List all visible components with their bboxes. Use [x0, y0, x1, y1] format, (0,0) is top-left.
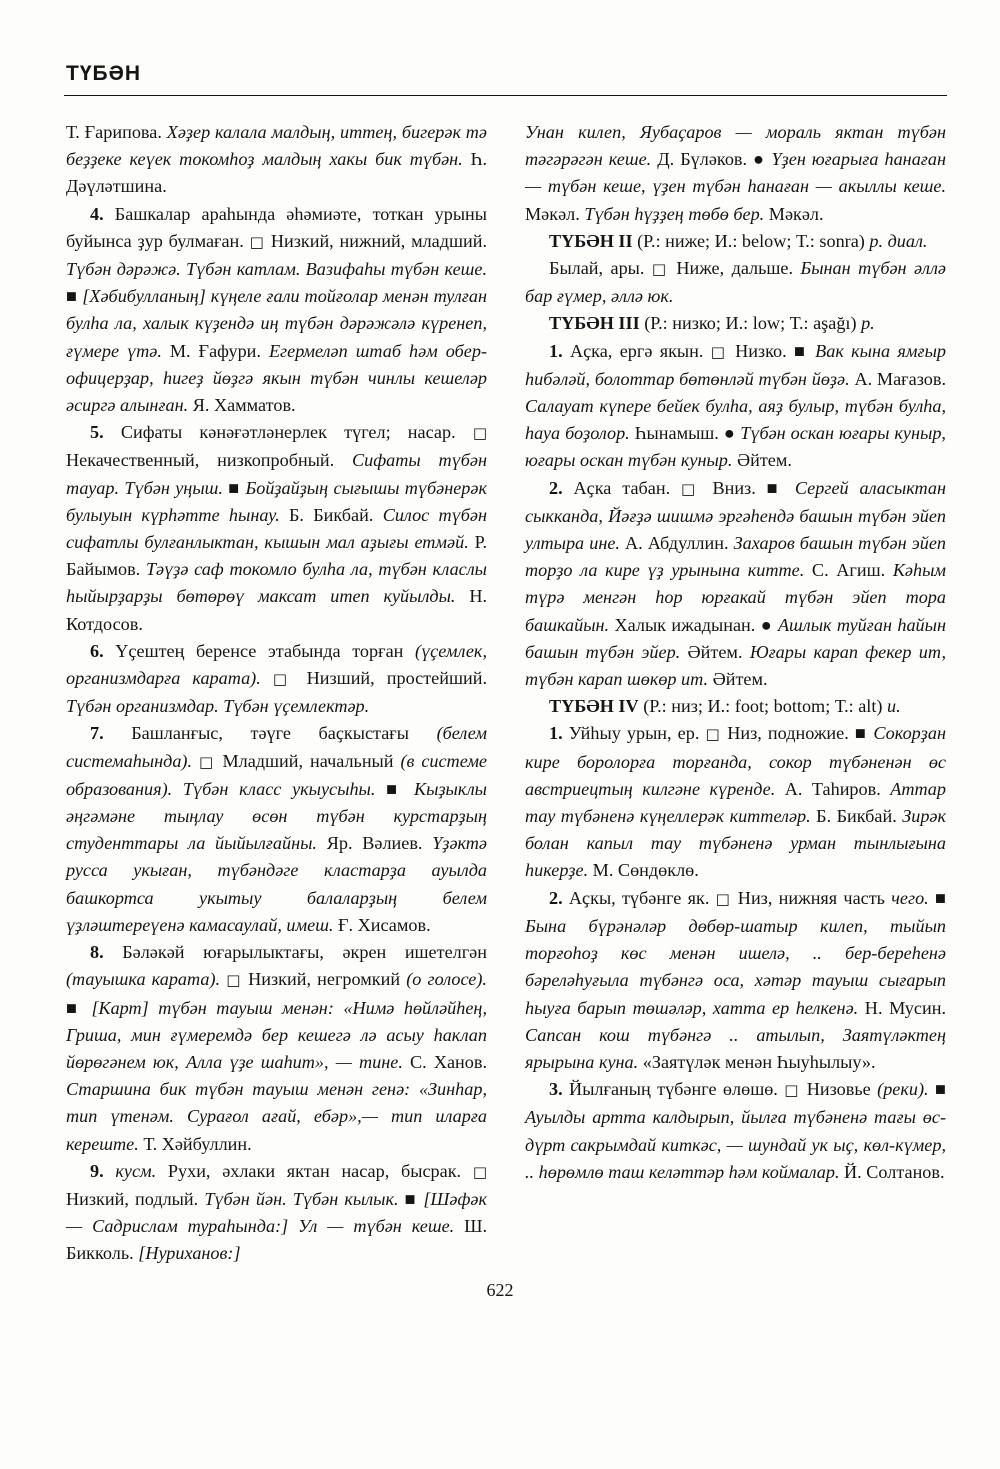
dictionary-paragraph: 5. Сифаты кәнәғәтләнерлек түгел; насар. □ Некачественный, низкопробный. Сифаты түбән тауар. Түбән уңыш. ■ Бойҙайҙың сығышы түбәнерәк булыуын күрһәтте һынау. Б. Бикбай. Силос түбән сифатлы булғанлыктан, кышын мал аҙығы етмәй. Р. Байымов. Тәүҙә саф токомло булһа ла, түбән класлы һыйырҙарҙы бөтөрөү максат итеп куйылды. Н. Котдосов. [66, 422, 488, 634]
dictionary-paragraph: 4. Башкалар араһында әһәмиәте, тоткан урыны буйынса ҙур булмаған. □ Низкий, нижний, младший. Түбән дәрәжә. Түбән катлам. Вазифаһы түбән кеше. ■ [Хәбибулланың] күңеле ғали тойғолар менән тулған булһа ла, халык күҙендә иң түбән дәрәжәлә күренеп, ғүмере үтә. М. Ғафури. Егермеләп штаб һәм обер-офицерҙар, һигеҙ йөҙгә якын түбән чинлы кешеләр әсиргә алынған. Я. Хамматов. [66, 203, 487, 416]
dictionary-paragraph: Т. Ғарипова. Хәҙер калала малдың, иттең, бигерәк тә беҙҙеке кеүек токомһоҙ малдың хакы бик түбән. Һ. Дәүләтшина. [66, 122, 488, 197]
left-column [66, 119, 487, 1268]
dictionary-paragraph: Унан килеп, Яубаҫаров — мораль яктан түбән тәгәрәгән кеше. Д. Бүләков. ● Үҙен юғарыға һанаған — түбән кеше, үҙен түбән һанаған — акыллы кеше. Мәкәл. Түбән һүҙҙең төбө бер. Мәкәл. [525, 122, 946, 224]
dictionary-paragraph: 2. Аҫкы, түбәнге як. □ Низ, нижняя часть чего. ■ Бына бүрәнәләр дөбөр-шатыр килеп, тыйып торғоһоҙ көс менән ишелә, .. бер-береһенә бәреләһуғыла түбәнгә оса, хәтәр тауыш сығарып һыуға барып төшәләр, хатта ер һелкенә. Н. Мусин. Сапсан кош түбәнгә .. атылып, Заятүләктең ярырына куна. «Заятүләк менән Һыуһылыу». [525, 887, 946, 1072]
dictionary-paragraph: 2. Аҫка табан. □ Вниз. ■ Сергей аласыктан сыкканда, Йәғҙә шишмә эргәһендә башын түбән эйеп ултыра ине. А. Абдуллин. Захаров башын түбән эйеп торҙо ла кире үҙ урынына китте. С. Агиш. Кәһым түрә менгән һор юрғакай түбән эйеп тора башкайын. Халык ижадынан. ● Ашлык туйған һайын башын түбән эйер. Әйтем. Юғары карап фекер ит, түбән карап шөкөр ит. Әйтем. [525, 477, 947, 690]
dictionary-paragraph: 8. Бәләкәй юғарылыктағы, әкрен ишетелгән (тауышка карата). □ Низкий, негромкий (о голосе). ■ [Карт] түбән тауыш менән: «Нимә һөйләйһең, Гриша, мин ғүмеремдә бер кешегә лә асыу һаклап йөрөгәнем юк, Алла үҙе шаһит», — тине. С. Ханов. Старшина бик түбән тауыш менән генә: «Зинһар, тип үтенәм. Сурағол ағай, ебәр»,— тип иларға кереште. Т. Хәйбуллин. [66, 942, 487, 1154]
dictionary-paragraph: Былай, ары. □ Ниже, дальше. Бынан түбән әллә бар ғүмер, әллә юк. [525, 258, 946, 307]
dictionary-paragraph: 9. кусм. Рухи, әхлаки яктан насар, бысрак. □ Низкий, подлый. Түбән йән. Түбән кылык. ■ [Шәфәк — Садрислам тураһында:] Ул — түбән кеше. Ш. Бикколь. [Нуриханов:] [66, 1160, 487, 1264]
dictionary-paragraph: 3. Йылғаның түбәнге өлөшө. □ Низовье (реки). ■ Ауылды артта калдырып, йылға түбәненә тағы өс-дүрт сакрымдай киткәс, — шундай ук ыҫ, көл-күмер, .. һөрөмлө таш келәттәр һәм коймалар. Й. Солтанов. [525, 1079, 946, 1182]
dictionary-paragraph: 7. Башланғыс, тәүге баҫкыстағы (белем системаһында). □ Младший, начальный (в системе образования). Түбән класс укыусыһы. ■ Кыҙыклы әңгәмәне тыңлау өсөн түбән курстарҙың студенттары ла йыйылғайны. Яр. Вәлиев. Үҙәктә русса укыған, түбәндәге кластарҙа ауылда башкортса укытыу балаларҙың белем үҙләштереүенә камасаулай, имеш. Ғ. Хисамов. [66, 723, 487, 935]
dictionary-paragraph: ТҮБӘН III (Р.: низко; И.: low; Т.: aşağı) р. [549, 313, 875, 334]
dictionary-paragraph: 1. Уйһыу урын, ер. □ Низ, подножие. ■ Сокорҙан кире боролорға торғанда, сокор түбәненән өс австриецтың килгәне күренде. А. Таһиров. Аттар тау түбәненә күңеллерәк киттеләр. Б. Бикбай. Зирәк болан капыл тау түбәненә урман тынлығына һикерҙе. М. Сөндөклө. [525, 723, 946, 881]
dictionary-paragraph: 1. Аҫка, ергә якын. □ Низко. ■ Вак кына ямғыр һибәләй, болоттар бөтөнләй түбән йөҙә. А. Мағазов. Салауат күпере бейек булһа, аяҙ булыр, түбән булһа, һауа боҙолор. Һынамыш. ● Түбән оскан юғары куныр, юғары оскан түбән куныр. Әйтем. [525, 340, 947, 471]
header-rule [64, 95, 947, 96]
right-column [525, 119, 946, 1186]
page-number: 622 [486, 1280, 514, 1300]
dictionary-paragraph: ТҮБӘН II (Р.: ниже; И.: below; Т.: sonra) р. диал. [549, 230, 928, 251]
running-head: ТҮБӘН [66, 62, 142, 85]
dictionary-paragraph: ТҮБӘН IV (Р.: низ; И.: foot; bottom; Т.: alt) и. [549, 696, 901, 717]
dictionary-paragraph: 6. Үҫештең беренсе этабында торған (үҫемлек, организмдарға карата). □ Низший, простейший. Түбән организмдар. Түбән үҫемлектәр. [66, 640, 487, 717]
